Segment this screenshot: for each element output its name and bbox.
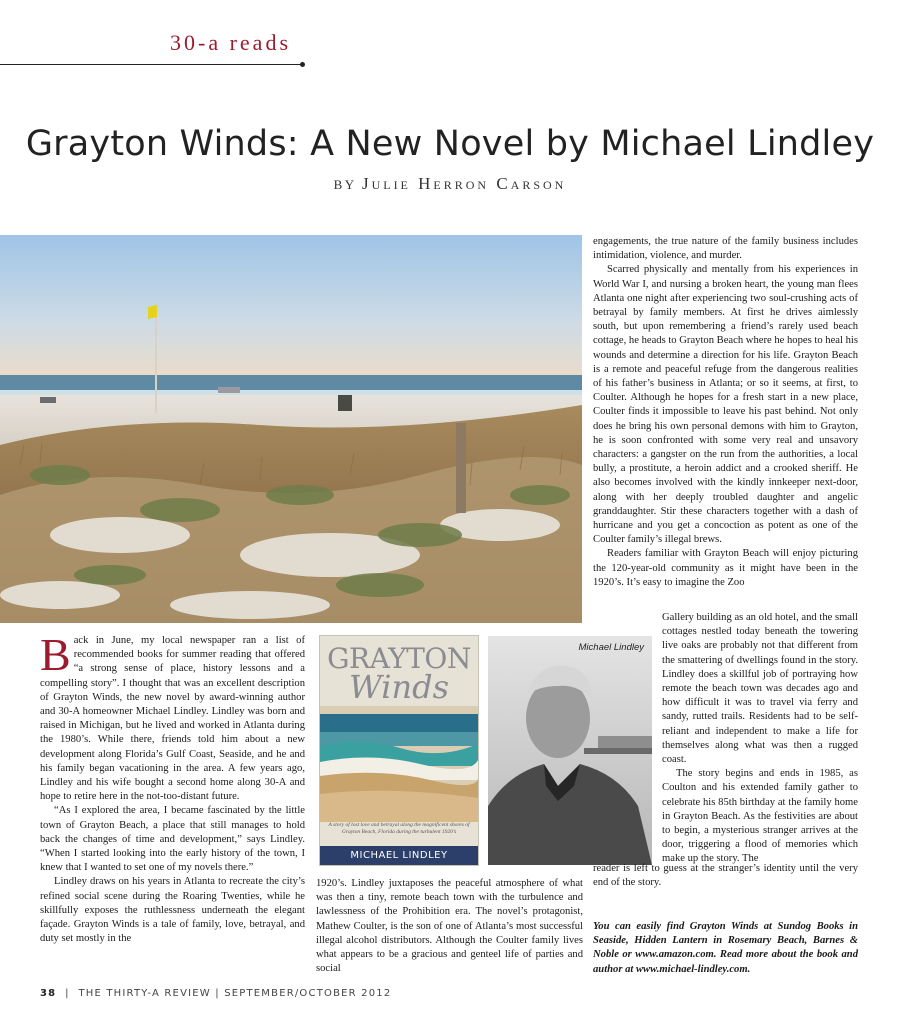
- article-paragraph: Gallery building as an old hotel, and the small cottages nestled today beneath the towering live oaks are probably not that different from the smattering of dwellings found in the story. Lindley does a skillful job of portraying how remote the beach town was decades ago and how difficult it was to travel via ferry and sandy, rutted trails. Residents had to be self-reliant and independent to make a life for themselves along what was then a rugged coast.: [662, 612, 858, 766]
- article-column-2: [316, 877, 583, 976]
- article-paragraph: engagements, the true nature of the family business includes intimidation, violence, and murder.: [593, 236, 858, 262]
- article-paragraph: “As I explored the area, I became fascinated by the little town of Grayton Beach, a place that still manages to hold back the changes of time and development,” says Lindley. “When I started looking into the early history of the town, I knew that I wanted to set one of my novels there.”: [40, 805, 305, 874]
- section-rule: [0, 64, 302, 65]
- byline-name: Julie Herron Carson: [361, 174, 567, 193]
- article-paragraph: Readers familiar with Grayton Beach will enjoy picturing the 120-year-old community as it might have been in the 1920’s. It’s easy to imagine the Zoo: [593, 548, 858, 588]
- store-promo: You can easily find Grayton Winds at Sundog Books in Seaside, Hidden Lantern in Rosemary Beach, Barnes & Noble or www.amazon.com. Read more about the book and author at www.michael-lindley.com.: [593, 921, 858, 975]
- book-title-line-2: Winds: [348, 668, 450, 706]
- article-paragraph: reader is left to guess at the stranger’s identity until the very end of the story.: [593, 863, 858, 889]
- book-title-line-1: GRAYTON: [327, 642, 471, 675]
- section-label: 30-a reads: [170, 30, 292, 55]
- beach-dunes-photo: [0, 235, 582, 623]
- author-portrait: [488, 636, 652, 865]
- footer-text: THE THIRTY-A REVIEW | SEPTEMBER/OCTOBER 2012: [78, 988, 392, 999]
- section-rule-dot: [300, 62, 305, 67]
- dropcap: B: [40, 629, 71, 680]
- article-column-3-continued: [662, 611, 858, 867]
- page-footer: [40, 988, 391, 999]
- byline: [0, 174, 900, 194]
- book-cover-art: [320, 706, 478, 822]
- book-cover: [320, 636, 478, 865]
- article-paragraph: Scarred physically and mentally from his experiences in World War I, and nursing a broken heart, the young man flees Atlanta one night after experiencing two soul-crushing acts of betrayal by family members. At first he drives aimlessly south, but upon remembering a friend’s rarely used beach cottage, he heads to Grayton Beach where he hopes to heal his wounds and determine a direction for his life. Grayton Beach is a remote and peaceful refuge from the dangerous realities of his father’s business in Atlanta; or so it seems, at first, to Coulter. Although he hopes for a fresh start in a new place, Coulter finds it impossible to leave his past behind. Not only does he bring his own personal demons with him to Grayton, he is soon confronted with some very real and unsavory characters: a gangster on the run from the authorities, a local bully, a prostitute, a heroin addict and a crooked sheriff. He also becomes involved with the kindly innkeeper next-door, along with her deeply troubled daughter and angelic granddaughter. Stir these characters together with a dash of hurricane and you get a concoction as potent as one of the Coulter family’s illegal brews.: [593, 264, 858, 546]
- article-column-3: [593, 235, 858, 590]
- article-paragraph: 1920’s. Lindley juxtaposes the peaceful atmosphere of what was then a tiny, remote beach town with the turbulence and lawlessness of the Prohibition era. The novel’s protagonist, Mathew Coulter, is the son of one of Atlanta’s most successful illegal alcohol distributors. Although the Coulter family lives what appears to be a gracious and genteel life of parties and social: [316, 878, 583, 975]
- book-author: MICHAEL LINDLEY: [320, 846, 478, 865]
- article-column-1: [40, 629, 305, 946]
- article-paragraph: [40, 629, 305, 804]
- byline-prefix: BY: [333, 177, 357, 192]
- book-tagline: A story of lost love and betrayal along the magnificent shores of Grayton Beach, Florida during the turbulent 1920’s: [328, 822, 470, 835]
- footer-separator: |: [60, 988, 75, 999]
- article-title: Grayton Winds: A New Novel by Michael Lindley: [25, 124, 875, 164]
- paragraph-text: ack in June, my local newspaper ran a list of recommended books for summer reading that offered “a strong sense of place, history lessons and a compelling story”. I thought that was an excellent description of Grayton Winds, the new novel by award-winning author and 30-A homeowner Michael Lindley. Lindley was born and raised in Michigan, but he lived and worked in Atlanta during the 1980’s. While there, friends told him about a new development along Florida’s Gulf Coast, Seaside, and he and his family began vacationing in the area. A few years ago, Lindley and his wife bought a second home along 30-A and hope to retire here in the not-too-distant future.: [40, 635, 305, 803]
- article-paragraph: The story begins and ends in 1985, as Coulton and his extended family gather to celebrate his 85th birthday at the family home in Grayton Beach. As the festivities are about to begin, a mysterious stranger arrives at the door, triggering a flood of memories which make up the story. The: [662, 768, 858, 865]
- page-number: 38: [40, 988, 57, 999]
- portrait-caption: Michael Lindley: [578, 642, 644, 653]
- article-paragraph: Lindley draws on his years in Atlanta to recreate the city’s refined social scene during the Roaring Twenties, while he skillfully exposes the ruthlessness underneath the elegant façade. Grayton Winds is a tale of family, love, betrayal, and duty set mostly in the: [40, 876, 305, 945]
- article-column-3-end: [593, 862, 858, 890]
